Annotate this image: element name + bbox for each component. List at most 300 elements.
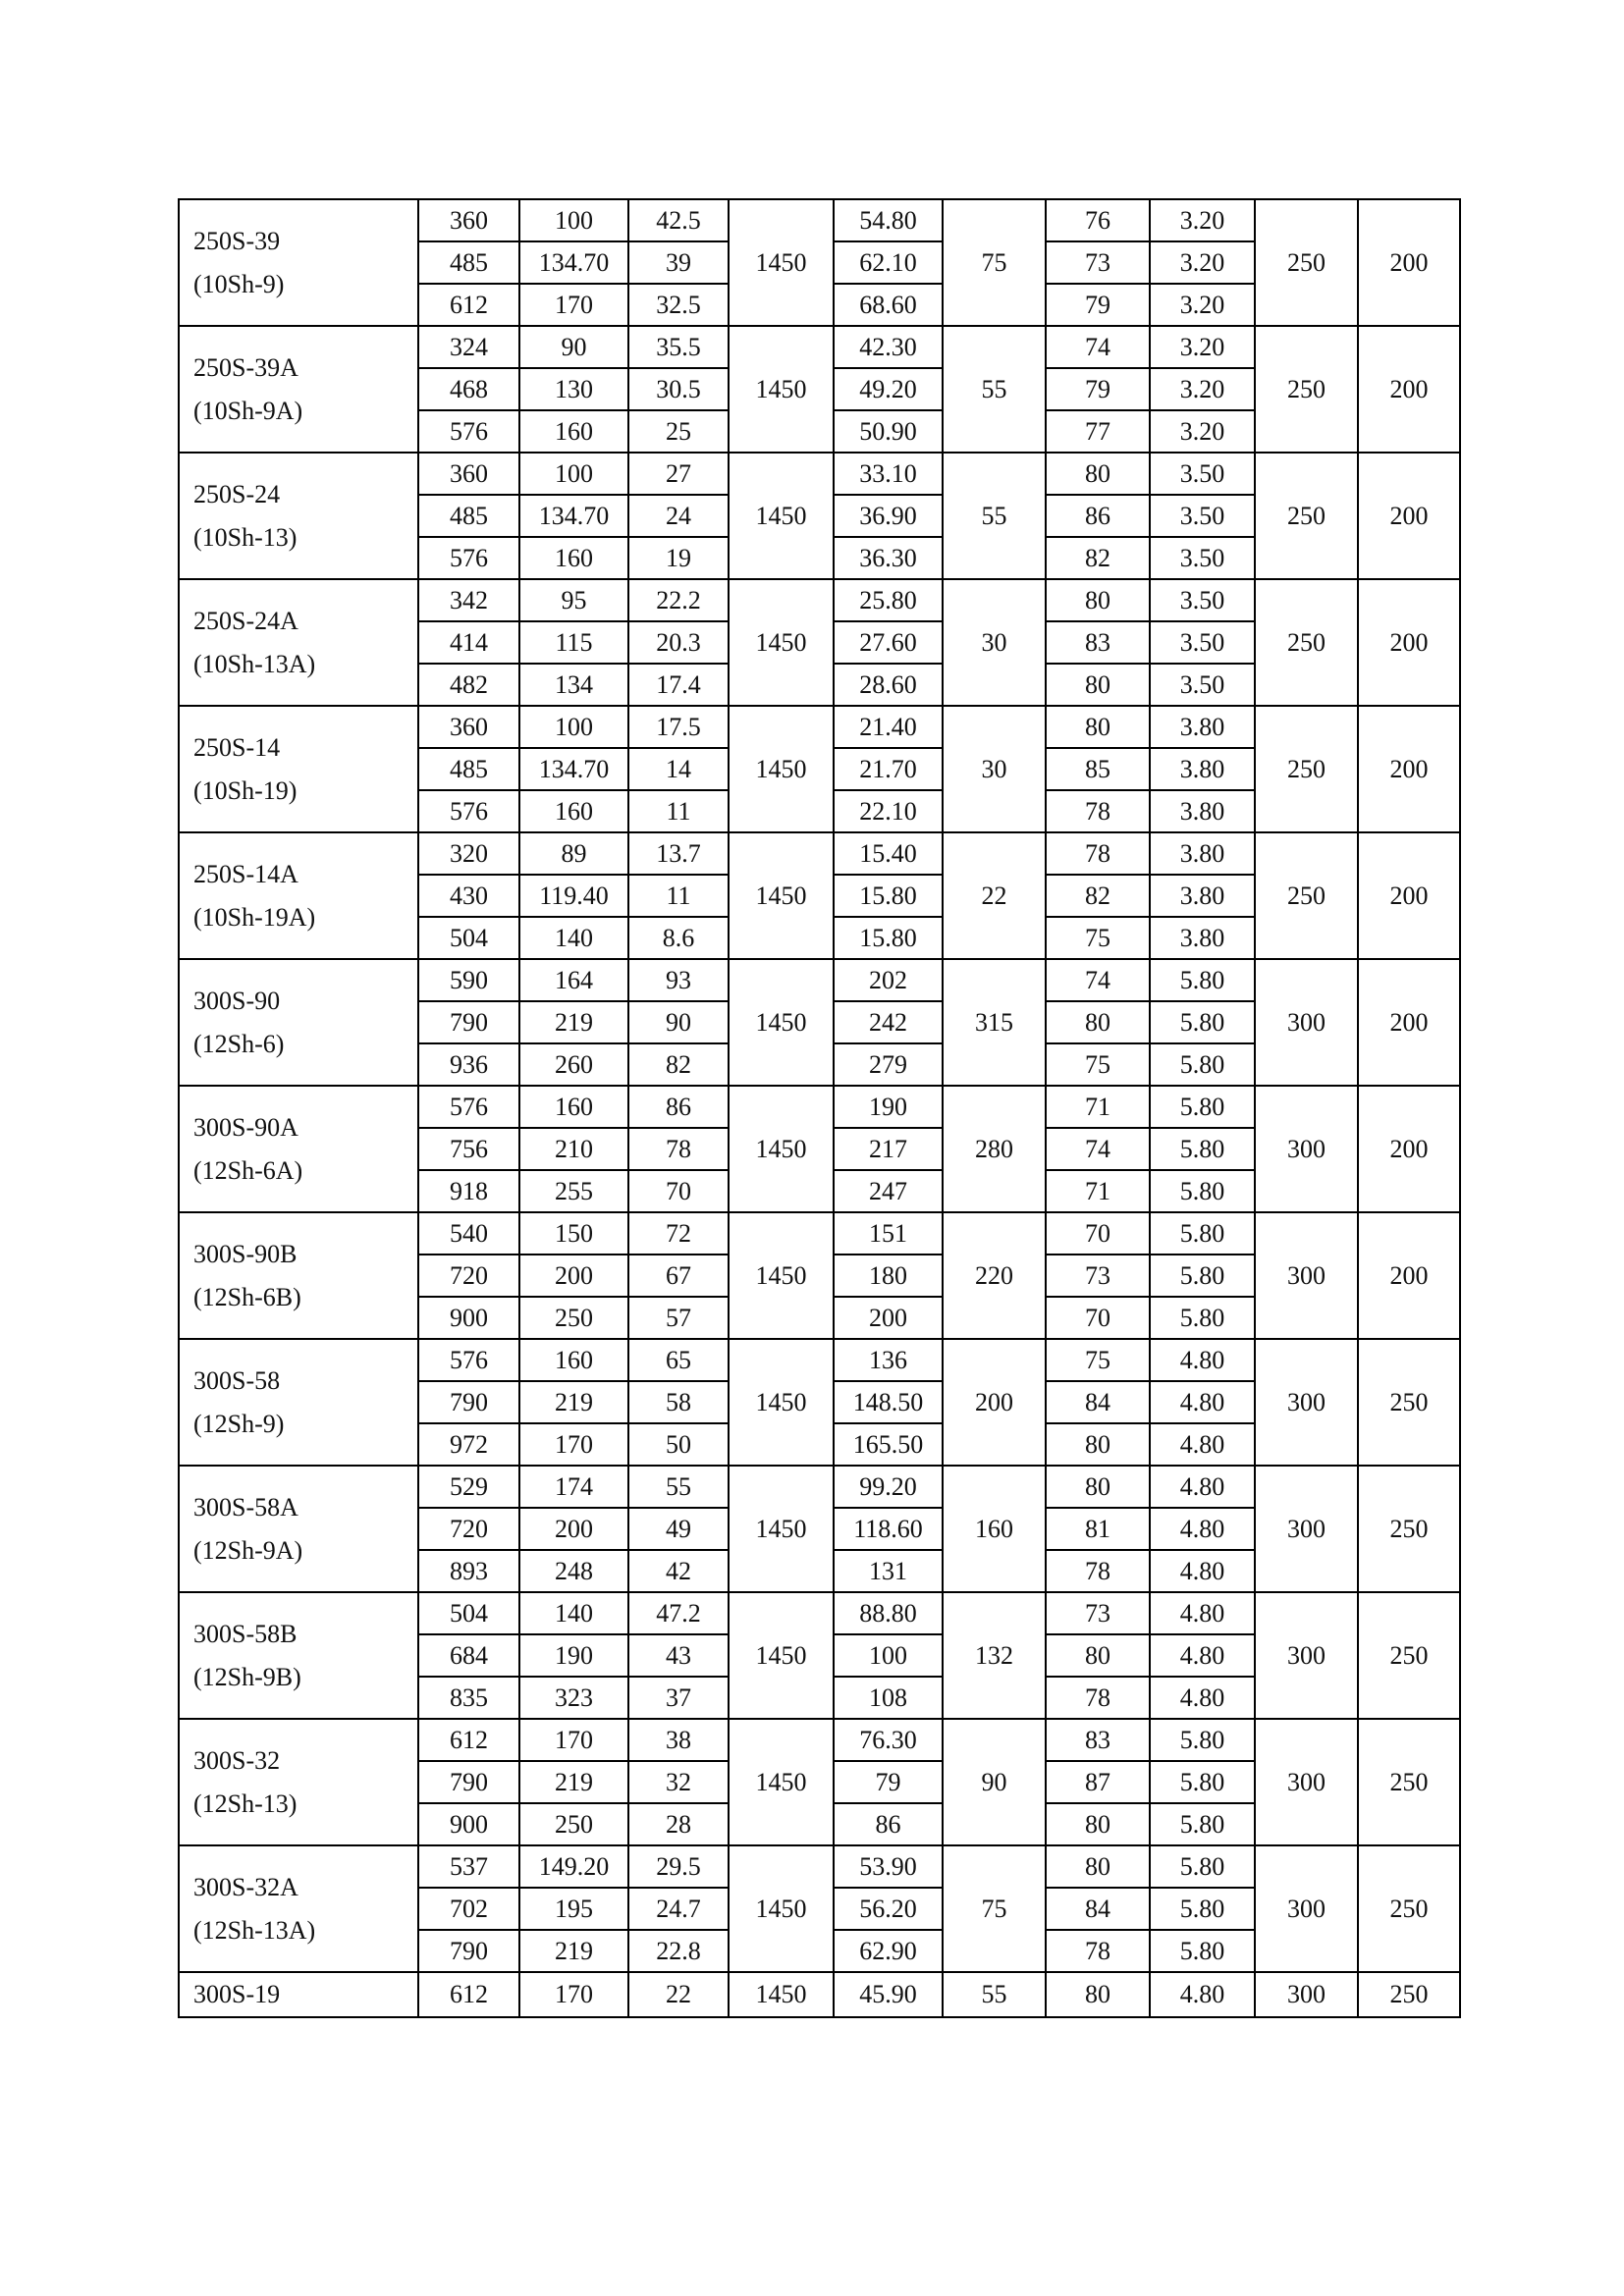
model-cell [179,453,418,579]
flow-ls-cell: 248 [519,1550,628,1592]
speed-cell: 1450 [729,1592,834,1719]
pump-spec-body [179,199,1460,2017]
motor-power-cell: 200 [943,1339,1046,1466]
model-alt-name: (12Sh-9) [193,1409,285,1438]
efficiency-cell: 80 [1046,453,1150,495]
flow-ls-cell: 150 [519,1212,628,1255]
npsh-cell: 3.20 [1150,368,1255,410]
flow-m3h-cell: 360 [418,199,519,241]
outlet-diameter-cell: 250 [1358,1845,1460,1972]
flow-m3h-cell: 430 [418,875,519,917]
flow-m3h-cell: 342 [418,579,519,621]
head-cell: 22 [628,1972,729,2017]
npsh-cell: 5.80 [1150,1043,1255,1086]
flow-ls-cell: 195 [519,1888,628,1930]
outlet-diameter-cell: 200 [1358,959,1460,1086]
npsh-cell: 4.80 [1150,1634,1255,1677]
outlet-diameter-cell: 200 [1358,706,1460,832]
efficiency-cell: 78 [1046,1930,1150,1972]
flow-ls-cell: 89 [519,832,628,875]
flow-m3h-cell: 972 [418,1423,519,1466]
efficiency-cell: 71 [1046,1086,1150,1128]
efficiency-cell: 80 [1046,1634,1150,1677]
flow-m3h-cell: 612 [418,1719,519,1761]
speed-cell: 1450 [729,1466,834,1592]
efficiency-cell: 78 [1046,790,1150,832]
flow-ls-cell: 219 [519,1761,628,1803]
flow-ls-cell: 160 [519,410,628,453]
table-row [179,579,1460,621]
shaft-power-cell: 15.80 [834,875,943,917]
flow-m3h-cell: 590 [418,959,519,1001]
shaft-power-cell: 200 [834,1297,943,1339]
efficiency-cell: 74 [1046,326,1150,368]
table-row [179,1339,1460,1381]
npsh-cell: 3.50 [1150,495,1255,537]
head-cell: 32.5 [628,284,729,326]
npsh-cell: 4.80 [1150,1972,1255,2017]
shaft-power-cell: 36.30 [834,537,943,579]
efficiency-cell: 80 [1046,1845,1150,1888]
shaft-power-cell: 25.80 [834,579,943,621]
shaft-power-cell: 100 [834,1634,943,1677]
model-cell [179,326,418,453]
table-row [179,706,1460,748]
flow-m3h-cell: 324 [418,326,519,368]
flow-m3h-cell: 504 [418,917,519,959]
npsh-cell: 4.80 [1150,1550,1255,1592]
outlet-diameter-cell: 250 [1358,1466,1460,1592]
flow-ls-cell: 100 [519,199,628,241]
npsh-cell: 4.80 [1150,1339,1255,1381]
flow-m3h-cell: 576 [418,1086,519,1128]
head-cell: 24.7 [628,1888,729,1930]
flow-m3h-cell: 790 [418,1761,519,1803]
flow-ls-cell: 134.70 [519,748,628,790]
table-row [179,1466,1460,1508]
shaft-power-cell: 28.60 [834,664,943,706]
efficiency-cell: 80 [1046,1466,1150,1508]
inlet-diameter-cell: 300 [1255,1845,1358,1972]
shaft-power-cell: 50.90 [834,410,943,453]
shaft-power-cell: 165.50 [834,1423,943,1466]
efficiency-cell: 71 [1046,1170,1150,1212]
npsh-cell: 3.50 [1150,579,1255,621]
efficiency-cell: 73 [1046,241,1150,284]
shaft-power-cell: 148.50 [834,1381,943,1423]
speed-cell: 1450 [729,326,834,453]
flow-ls-cell: 200 [519,1508,628,1550]
flow-m3h-cell: 900 [418,1803,519,1845]
flow-ls-cell: 170 [519,284,628,326]
shaft-power-cell: 151 [834,1212,943,1255]
head-cell: 14 [628,748,729,790]
model-cell [179,1086,418,1212]
motor-power-cell: 55 [943,453,1046,579]
flow-m3h-cell: 756 [418,1128,519,1170]
shaft-power-cell: 42.30 [834,326,943,368]
npsh-cell: 3.20 [1150,199,1255,241]
shaft-power-cell: 88.80 [834,1592,943,1634]
flow-ls-cell: 210 [519,1128,628,1170]
npsh-cell: 4.80 [1150,1592,1255,1634]
flow-m3h-cell: 360 [418,453,519,495]
npsh-cell: 3.20 [1150,410,1255,453]
head-cell: 38 [628,1719,729,1761]
flow-m3h-cell: 320 [418,832,519,875]
model-name: 300S-90 [193,986,281,1015]
flow-m3h-cell: 936 [418,1043,519,1086]
shaft-power-cell: 21.40 [834,706,943,748]
inlet-diameter-cell: 250 [1255,326,1358,453]
head-cell: 57 [628,1297,729,1339]
outlet-diameter-cell: 200 [1358,579,1460,706]
pump-spec-table [178,198,1461,2018]
model-name: 250S-39 [193,226,281,255]
efficiency-cell: 78 [1046,1550,1150,1592]
shaft-power-cell: 202 [834,959,943,1001]
outlet-diameter-cell: 200 [1358,199,1460,326]
outlet-diameter-cell: 200 [1358,1086,1460,1212]
efficiency-cell: 79 [1046,284,1150,326]
npsh-cell: 3.20 [1150,241,1255,284]
shaft-power-cell: 33.10 [834,453,943,495]
motor-power-cell: 160 [943,1466,1046,1592]
npsh-cell: 5.80 [1150,1128,1255,1170]
efficiency-cell: 80 [1046,664,1150,706]
head-cell: 29.5 [628,1845,729,1888]
inlet-diameter-cell: 250 [1255,453,1358,579]
shaft-power-cell: 22.10 [834,790,943,832]
flow-ls-cell: 160 [519,537,628,579]
flow-m3h-cell: 576 [418,790,519,832]
motor-power-cell: 75 [943,199,1046,326]
head-cell: 49 [628,1508,729,1550]
model-cell [179,199,418,326]
table-row [179,1719,1460,1761]
outlet-diameter-cell: 200 [1358,326,1460,453]
table-row [179,1592,1460,1634]
npsh-cell: 3.50 [1150,664,1255,706]
efficiency-cell: 70 [1046,1212,1150,1255]
efficiency-cell: 80 [1046,1803,1150,1845]
flow-m3h-cell: 485 [418,495,519,537]
flow-ls-cell: 170 [519,1719,628,1761]
flow-m3h-cell: 414 [418,621,519,664]
head-cell: 78 [628,1128,729,1170]
flow-ls-cell: 164 [519,959,628,1001]
model-name: 250S-24 [193,479,281,508]
model-cell [179,706,418,832]
flow-ls-cell: 190 [519,1634,628,1677]
head-cell: 35.5 [628,326,729,368]
speed-cell: 1450 [729,959,834,1086]
model-alt-name: (12Sh-6A) [193,1155,303,1185]
head-cell: 20.3 [628,621,729,664]
motor-power-cell: 90 [943,1719,1046,1845]
flow-m3h-cell: 576 [418,410,519,453]
head-cell: 39 [628,241,729,284]
table-row [179,832,1460,875]
table-row [179,453,1460,495]
efficiency-cell: 80 [1046,1001,1150,1043]
head-cell: 11 [628,875,729,917]
npsh-cell: 4.80 [1150,1677,1255,1719]
npsh-cell: 3.20 [1150,326,1255,368]
motor-power-cell: 55 [943,1972,1046,2017]
head-cell: 32 [628,1761,729,1803]
flow-m3h-cell: 790 [418,1930,519,1972]
npsh-cell: 5.80 [1150,1761,1255,1803]
flow-ls-cell: 323 [519,1677,628,1719]
npsh-cell: 4.80 [1150,1381,1255,1423]
efficiency-cell: 82 [1046,875,1150,917]
flow-m3h-cell: 612 [418,1972,519,2017]
flow-ls-cell: 219 [519,1381,628,1423]
motor-power-cell: 75 [943,1845,1046,1972]
outlet-diameter-cell: 250 [1358,1339,1460,1466]
efficiency-cell: 77 [1046,410,1150,453]
npsh-cell: 5.80 [1150,1888,1255,1930]
efficiency-cell: 81 [1046,1508,1150,1550]
outlet-diameter-cell: 250 [1358,1719,1460,1845]
head-cell: 37 [628,1677,729,1719]
efficiency-cell: 74 [1046,1128,1150,1170]
model-name: 250S-14 [193,732,281,762]
shaft-power-cell: 53.90 [834,1845,943,1888]
flow-m3h-cell: 576 [418,537,519,579]
flow-ls-cell: 100 [519,706,628,748]
flow-ls-cell: 134.70 [519,495,628,537]
efficiency-cell: 83 [1046,1719,1150,1761]
flow-m3h-cell: 504 [418,1592,519,1634]
head-cell: 8.6 [628,917,729,959]
shaft-power-cell: 15.80 [834,917,943,959]
shaft-power-cell: 190 [834,1086,943,1128]
speed-cell: 1450 [729,832,834,959]
flow-m3h-cell: 720 [418,1508,519,1550]
efficiency-cell: 73 [1046,1255,1150,1297]
head-cell: 55 [628,1466,729,1508]
flow-ls-cell: 149.20 [519,1845,628,1888]
motor-power-cell: 30 [943,706,1046,832]
shaft-power-cell: 86 [834,1803,943,1845]
flow-ls-cell: 174 [519,1466,628,1508]
model-name: 300S-32 [193,1745,281,1775]
efficiency-cell: 80 [1046,706,1150,748]
head-cell: 82 [628,1043,729,1086]
table-row [179,1845,1460,1888]
head-cell: 22.8 [628,1930,729,1972]
shaft-power-cell: 108 [834,1677,943,1719]
efficiency-cell: 82 [1046,537,1150,579]
model-name: 250S-14A [193,859,298,888]
model-name: 300S-58A [193,1492,298,1522]
shaft-power-cell: 180 [834,1255,943,1297]
flow-m3h-cell: 612 [418,284,519,326]
model-cell [179,1845,418,1972]
head-cell: 42 [628,1550,729,1592]
head-cell: 42.5 [628,199,729,241]
model-alt-name: (12Sh-6B) [193,1282,301,1311]
flow-m3h-cell: 360 [418,706,519,748]
table-row [179,326,1460,368]
npsh-cell: 5.80 [1150,1297,1255,1339]
table-row [179,199,1460,241]
efficiency-cell: 84 [1046,1381,1150,1423]
table-row [179,1972,1460,2017]
flow-m3h-cell: 485 [418,748,519,790]
head-cell: 13.7 [628,832,729,875]
flow-ls-cell: 160 [519,790,628,832]
shaft-power-cell: 136 [834,1339,943,1381]
efficiency-cell: 75 [1046,1043,1150,1086]
model-name: 300S-90B [193,1239,298,1268]
flow-m3h-cell: 468 [418,368,519,410]
motor-power-cell: 132 [943,1592,1046,1719]
model-name: 300S-58B [193,1619,298,1648]
npsh-cell: 3.80 [1150,706,1255,748]
speed-cell: 1450 [729,706,834,832]
npsh-cell: 3.80 [1150,832,1255,875]
efficiency-cell: 79 [1046,368,1150,410]
head-cell: 30.5 [628,368,729,410]
motor-power-cell: 55 [943,326,1046,453]
model-alt-name: (10Sh-9A) [193,396,303,425]
npsh-cell: 3.80 [1150,748,1255,790]
npsh-cell: 5.80 [1150,1212,1255,1255]
shaft-power-cell: 21.70 [834,748,943,790]
speed-cell: 1450 [729,1972,834,2017]
shaft-power-cell: 36.90 [834,495,943,537]
model-alt-name: (12Sh-13A) [193,1915,316,1945]
flow-ls-cell: 255 [519,1170,628,1212]
efficiency-cell: 80 [1046,1423,1150,1466]
inlet-diameter-cell: 300 [1255,1592,1358,1719]
flow-m3h-cell: 790 [418,1001,519,1043]
model-name: 300S-90A [193,1112,298,1142]
shaft-power-cell: 68.60 [834,284,943,326]
inlet-diameter-cell: 300 [1255,1466,1358,1592]
npsh-cell: 5.80 [1150,1930,1255,1972]
motor-power-cell: 22 [943,832,1046,959]
npsh-cell: 5.80 [1150,1001,1255,1043]
inlet-diameter-cell: 250 [1255,832,1358,959]
table-row [179,1212,1460,1255]
flow-ls-cell: 140 [519,1592,628,1634]
head-cell: 86 [628,1086,729,1128]
efficiency-cell: 70 [1046,1297,1150,1339]
efficiency-cell: 78 [1046,1677,1150,1719]
inlet-diameter-cell: 300 [1255,1972,1358,2017]
efficiency-cell: 85 [1046,748,1150,790]
flow-ls-cell: 100 [519,453,628,495]
head-cell: 58 [628,1381,729,1423]
head-cell: 11 [628,790,729,832]
model-name: 300S-58 [193,1365,281,1395]
outlet-diameter-cell: 200 [1358,1212,1460,1339]
flow-m3h-cell: 835 [418,1677,519,1719]
model-cell [179,579,418,706]
motor-power-cell: 280 [943,1086,1046,1212]
shaft-power-cell: 131 [834,1550,943,1592]
efficiency-cell: 75 [1046,917,1150,959]
npsh-cell: 4.80 [1150,1423,1255,1466]
model-name: 250S-39A [193,352,298,382]
head-cell: 90 [628,1001,729,1043]
efficiency-cell: 86 [1046,495,1150,537]
shaft-power-cell: 279 [834,1043,943,1086]
model-cell [179,1212,418,1339]
npsh-cell: 4.80 [1150,1508,1255,1550]
npsh-cell: 5.80 [1150,1170,1255,1212]
shaft-power-cell: 217 [834,1128,943,1170]
model-alt-name: (10Sh-13A) [193,649,316,678]
outlet-diameter-cell: 200 [1358,453,1460,579]
model-name: 250S-24A [193,606,298,635]
flow-m3h-cell: 482 [418,664,519,706]
shaft-power-cell: 56.20 [834,1888,943,1930]
shaft-power-cell: 49.20 [834,368,943,410]
flow-m3h-cell: 576 [418,1339,519,1381]
head-cell: 72 [628,1212,729,1255]
table-row [179,959,1460,1001]
head-cell: 50 [628,1423,729,1466]
flow-m3h-cell: 900 [418,1297,519,1339]
inlet-diameter-cell: 300 [1255,1212,1358,1339]
flow-ls-cell: 170 [519,1423,628,1466]
motor-power-cell: 30 [943,579,1046,706]
npsh-cell: 5.80 [1150,1255,1255,1297]
shaft-power-cell: 15.40 [834,832,943,875]
flow-m3h-cell: 537 [418,1845,519,1888]
speed-cell: 1450 [729,1339,834,1466]
flow-ls-cell: 95 [519,579,628,621]
flow-m3h-cell: 540 [418,1212,519,1255]
head-cell: 27 [628,453,729,495]
efficiency-cell: 75 [1046,1339,1150,1381]
inlet-diameter-cell: 250 [1255,199,1358,326]
flow-ls-cell: 119.40 [519,875,628,917]
speed-cell: 1450 [729,1719,834,1845]
flow-m3h-cell: 893 [418,1550,519,1592]
shaft-power-cell: 79 [834,1761,943,1803]
flow-ls-cell: 160 [519,1339,628,1381]
inlet-diameter-cell: 300 [1255,1086,1358,1212]
flow-ls-cell: 90 [519,326,628,368]
npsh-cell: 5.80 [1150,1803,1255,1845]
npsh-cell: 5.80 [1150,1086,1255,1128]
model-cell [179,1972,418,2017]
flow-m3h-cell: 529 [418,1466,519,1508]
npsh-cell: 3.80 [1150,790,1255,832]
npsh-cell: 3.80 [1150,875,1255,917]
flow-ls-cell: 250 [519,1803,628,1845]
model-alt-name: (10Sh-13) [193,522,298,552]
flow-m3h-cell: 790 [418,1381,519,1423]
model-alt-name: (12Sh-6) [193,1029,285,1058]
model-alt-name: (12Sh-9A) [193,1535,303,1565]
efficiency-cell: 87 [1046,1761,1150,1803]
efficiency-cell: 84 [1046,1888,1150,1930]
shaft-power-cell: 54.80 [834,199,943,241]
flow-m3h-cell: 720 [418,1255,519,1297]
model-alt-name: (12Sh-13) [193,1789,298,1818]
flow-m3h-cell: 684 [418,1634,519,1677]
model-alt-name: (10Sh-19A) [193,902,316,932]
head-cell: 67 [628,1255,729,1297]
speed-cell: 1450 [729,579,834,706]
